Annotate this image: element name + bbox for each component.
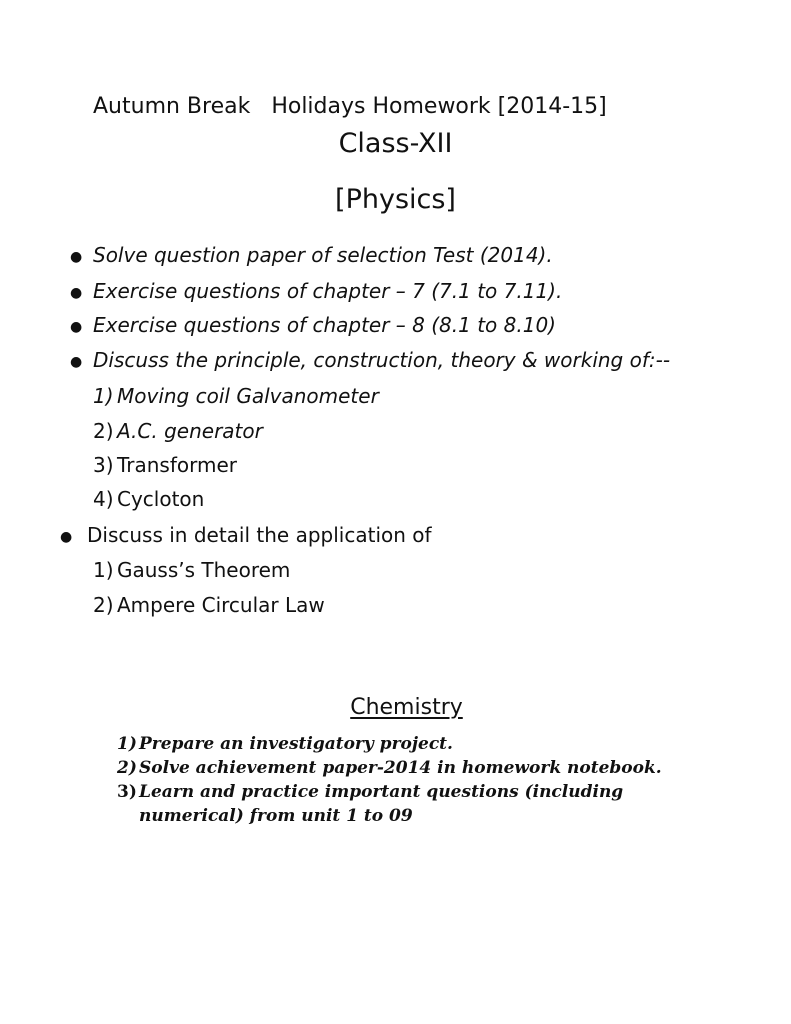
chemistry-item-text: Prepare an investigatory project. xyxy=(139,734,453,754)
sub-item-number: 2) xyxy=(93,419,114,443)
sub-item-number: 1) xyxy=(93,558,114,582)
physics-item-2: Exercise questions of chapter – 7 (7.1 to 7.11). xyxy=(93,279,563,303)
bullet-dot-icon: ● xyxy=(70,354,83,370)
physics-item-4: Discuss the principle, construction, theory & working of:-- xyxy=(93,348,671,372)
sub-item-text: Gauss’s Theorem xyxy=(117,558,291,582)
class-text: Class-XII xyxy=(338,128,453,159)
chemistry-item-text: Learn and practice important questions (including xyxy=(139,782,624,802)
chemistry-item-text: Solve achievement paper-2014 in homework notebook. xyxy=(139,758,662,778)
sub-item-number: 3) xyxy=(93,453,114,477)
chemistry-heading-text: Chemistry xyxy=(350,695,463,720)
sub-item-text: Ampere Circular Law xyxy=(117,593,325,617)
application-sub-item-2 xyxy=(93,593,325,617)
sub-item-text: Cycloton xyxy=(117,487,205,511)
application-item: Discuss in detail the application of xyxy=(87,523,432,547)
chemistry-item-number: 2) xyxy=(117,758,137,778)
bullet-dot-icon: ● xyxy=(70,319,83,335)
chemistry-item-number: 3) xyxy=(117,782,137,802)
sub-item-3 xyxy=(93,453,237,477)
chemistry-item-number: 1) xyxy=(117,734,137,754)
chemistry-item-3-continued: numerical) from unit 1 to 09 xyxy=(139,806,413,826)
sub-item-number: 1) xyxy=(93,384,114,408)
class-label xyxy=(0,128,791,159)
page-title: Autumn Break Holidays Homework [2014-15] xyxy=(93,94,607,119)
sub-item-number: 2) xyxy=(93,593,114,617)
application-sub-item-1 xyxy=(93,558,290,582)
subject-heading-chemistry xyxy=(0,695,791,720)
subject-heading-physics: [Physics] xyxy=(335,184,456,215)
sub-item-4 xyxy=(93,487,204,511)
sub-item-2 xyxy=(93,419,263,443)
chemistry-item-3 xyxy=(117,782,623,802)
bullet-dot-icon: ● xyxy=(60,529,73,545)
sub-item-number: 4) xyxy=(93,487,114,511)
sub-item-text: Transformer xyxy=(117,453,238,477)
sub-item-text: Moving coil Galvanometer xyxy=(117,384,379,408)
chemistry-item-1 xyxy=(117,734,453,754)
chemistry-item-2 xyxy=(117,758,662,778)
sub-item-1 xyxy=(93,384,379,408)
physics-item-3: Exercise questions of chapter – 8 (8.1 to 8.10) xyxy=(93,313,556,337)
physics-item-1: Solve question paper of selection Test (2014). xyxy=(93,243,553,267)
bullet-dot-icon: ● xyxy=(70,249,83,265)
sub-item-text: A.C. generator xyxy=(117,419,263,443)
bullet-dot-icon: ● xyxy=(70,285,83,301)
